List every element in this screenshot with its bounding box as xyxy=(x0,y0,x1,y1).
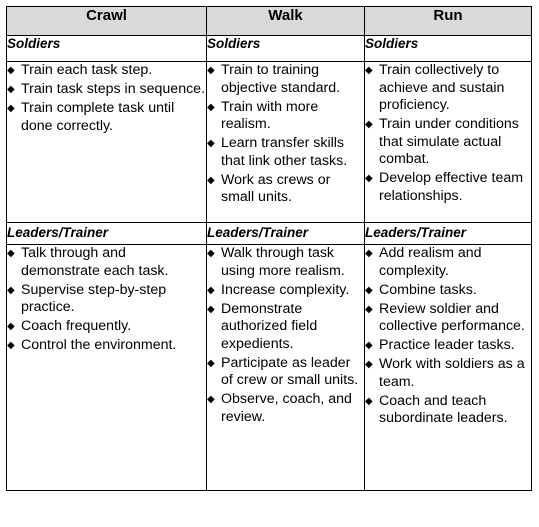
diamond-bullet-icon: ◆ xyxy=(7,103,15,114)
list-item-text: Add realism and complexity. xyxy=(379,245,482,279)
list-item-text: Train each task step. xyxy=(21,62,153,78)
list-item xyxy=(207,99,364,134)
list-item xyxy=(365,337,531,355)
list-item xyxy=(365,62,531,115)
section-label-run-soldiers: Soldiers xyxy=(365,36,532,62)
cell-walk-soldiers xyxy=(207,62,365,223)
section-label-run-leaders: Leaders/Trainer xyxy=(365,223,532,245)
diamond-bullet-icon: ◆ xyxy=(365,340,373,351)
diamond-bullet-icon: ◆ xyxy=(207,138,215,149)
list-item-text: Demonstrate authorized field expedients. xyxy=(221,300,318,352)
diamond-bullet-icon: ◆ xyxy=(207,101,215,113)
list-item xyxy=(365,116,531,169)
list-item xyxy=(7,81,206,99)
bullet-list xyxy=(365,245,531,428)
cell-run-soldiers xyxy=(365,62,532,223)
leaders-label-row xyxy=(7,223,532,245)
list-item xyxy=(207,62,364,97)
list-item xyxy=(365,301,531,336)
list-item-text: Develop effective team relationships. xyxy=(379,170,524,204)
list-item-text: Increase complexity. xyxy=(221,281,350,298)
list-item-text: Talk through and demonstrate each task. xyxy=(21,245,169,279)
bullet-list xyxy=(7,62,206,135)
diamond-bullet-icon: ◆ xyxy=(207,394,215,405)
list-item-text: Train under conditions that simulate actual combat. xyxy=(379,116,519,167)
diamond-bullet-icon: ◆ xyxy=(365,173,373,184)
list-item xyxy=(207,391,364,426)
column-header-walk: Walk xyxy=(207,7,365,36)
diamond-bullet-icon: ◆ xyxy=(207,357,215,369)
section-label-crawl-leaders: Leaders/Trainer xyxy=(7,223,207,245)
list-item-text: Participate as leader of crew or small units. xyxy=(221,354,359,388)
diamond-bullet-icon: ◆ xyxy=(365,65,373,76)
bullet-list xyxy=(365,62,531,205)
diamond-bullet-icon: ◆ xyxy=(207,65,215,76)
diamond-bullet-icon: ◆ xyxy=(365,248,373,259)
diamond-bullet-icon: ◆ xyxy=(7,321,15,332)
list-item-text: Practice leader tasks. xyxy=(379,337,515,353)
section-label-crawl-soldiers: Soldiers xyxy=(7,36,207,62)
diamond-bullet-icon: ◆ xyxy=(365,303,373,315)
bullet-list xyxy=(7,245,206,355)
section-label-walk-soldiers: Soldiers xyxy=(207,36,365,62)
list-item xyxy=(7,337,206,355)
list-item xyxy=(365,393,531,428)
crawl-walk-run-table xyxy=(6,6,532,491)
diamond-bullet-icon: ◆ xyxy=(7,65,15,76)
list-item xyxy=(207,301,364,354)
list-item-text: Review soldier and collective performance. xyxy=(379,300,525,334)
section-label-walk-leaders: Leaders/Trainer xyxy=(207,223,365,245)
list-item xyxy=(7,318,206,336)
list-item-text: Train with more realism. xyxy=(221,98,319,132)
diamond-bullet-icon: ◆ xyxy=(365,359,373,370)
list-item-text: Supervise step-by-step practice. xyxy=(21,281,167,315)
list-item xyxy=(365,356,531,391)
list-item xyxy=(365,245,531,280)
list-item xyxy=(365,282,531,300)
list-item xyxy=(207,355,364,390)
list-item-text: Control the environment. xyxy=(21,337,177,353)
diamond-bullet-icon: ◆ xyxy=(365,284,373,296)
bullet-list xyxy=(207,245,364,426)
diamond-bullet-icon: ◆ xyxy=(207,284,215,296)
list-item-text: Train collectively to achieve and sustain proficiency. xyxy=(379,62,505,113)
cell-run-leaders xyxy=(365,245,532,491)
list-item-text: Coach frequently. xyxy=(21,318,132,334)
cell-crawl-leaders xyxy=(7,245,207,491)
list-item xyxy=(7,100,206,135)
list-item xyxy=(7,282,206,317)
list-item xyxy=(207,282,364,300)
bullet-list xyxy=(207,62,364,207)
list-item-text: Train complete task until done correctly. xyxy=(21,100,175,134)
list-item-text: Observe, coach, and review. xyxy=(221,391,352,425)
diamond-bullet-icon: ◆ xyxy=(207,303,215,315)
diamond-bullet-icon: ◆ xyxy=(7,340,15,351)
list-item-text: Coach and teach subordinate leaders. xyxy=(379,392,508,426)
list-item xyxy=(207,172,364,207)
header-row xyxy=(7,7,532,36)
list-item-text: Combine tasks. xyxy=(379,281,477,298)
diamond-bullet-icon: ◆ xyxy=(7,284,15,296)
soldiers-body-row xyxy=(7,62,532,223)
column-header-run: Run xyxy=(365,7,532,36)
list-item-text: Train to training objective standard. xyxy=(221,62,341,96)
list-item-text: Work as crews or small units. xyxy=(221,171,331,205)
diamond-bullet-icon: ◆ xyxy=(7,84,15,95)
list-item-text: Train task steps in sequence. xyxy=(21,81,206,97)
cell-crawl-soldiers xyxy=(7,62,207,223)
soldiers-label-row xyxy=(7,36,532,62)
diamond-bullet-icon: ◆ xyxy=(207,248,215,259)
list-item xyxy=(7,245,206,280)
list-item-text: Learn transfer skills that link other tasks. xyxy=(221,135,348,169)
list-item xyxy=(7,62,206,80)
diamond-bullet-icon: ◆ xyxy=(365,395,373,407)
list-item-text: Walk through task using more realism. xyxy=(221,245,345,279)
diamond-bullet-icon: ◆ xyxy=(365,119,373,130)
cell-walk-leaders xyxy=(207,245,365,491)
list-item xyxy=(207,245,364,280)
leaders-body-row xyxy=(7,245,532,491)
diamond-bullet-icon: ◆ xyxy=(207,174,215,186)
list-item xyxy=(365,170,531,205)
column-header-crawl: Crawl xyxy=(7,7,207,36)
diamond-bullet-icon: ◆ xyxy=(7,248,15,259)
list-item xyxy=(207,135,364,170)
list-item-text: Work with soldiers as a team. xyxy=(379,356,525,390)
